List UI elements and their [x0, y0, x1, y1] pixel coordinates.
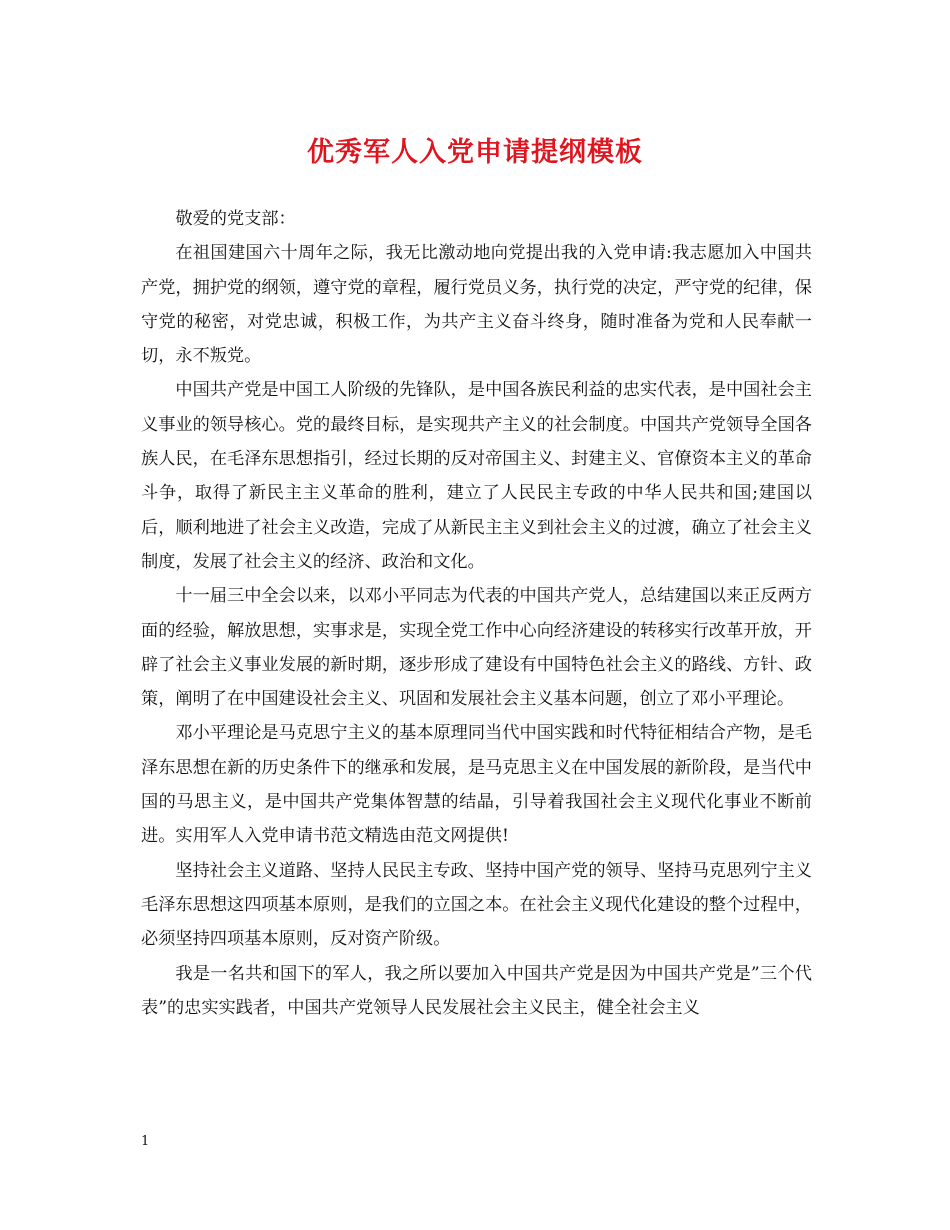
paragraph: 我是一名共和国下的军人，我之所以要加入中国共产党是因为中国共产党是”三个代表”的忠实实践者，中国共产党领导人民发展社会主义民主，健全社会主义 — [141, 963, 812, 1018]
paragraph: 十一届三中全会以来，以邓小平同志为代表的中国共产党人，总结建国以来正反两方面的经验，解放思想，实事求是，实现全党工作中心向经济建设的转移实行改革开放，开辟了社会主义事业发展的新时期，逐步形成了建设有中国特色社会主义的路线、方针、政策，阐明了在中国建设社会主义、巩固和发展社会主义基本问题，创立了邓小平理论。 — [141, 586, 812, 710]
document-body — [141, 202, 812, 1025]
document-title: 优秀军人入党申请提纲模板 — [307, 137, 643, 168]
paragraph: 在祖国建国六十周年之际，我无比激动地向党提出我的入党申请:我志愿加入中国共产党，拥护党的纲领，遵守党的章程，履行党员义务，执行党的决定，严守党的纪律，保守党的秘密，对党忠诚，积极工作，为共产主义奋斗终身，随时准备为党和人民奉献一切，永不叛党。 — [141, 243, 812, 367]
paragraph: 邓小平理论是马克思宁主义的基本原理同当代中国实践和时代特征相结合产物，是毛泽东思想在新的历史条件下的继承和发展，是马克思主义在中国发展的新阶段，是当代中国的马思主义，是中国共产党集体智慧的结晶，引导着我国社会主义现代化事业不断前进。实用军人入党申请书范文精选由范文网提供! — [141, 723, 812, 847]
paragraph: 坚持社会主义道路、坚持人民民主专政、坚持中国产党的领导、坚持马克思列宁主义毛泽东思想这四项基本原则，是我们的立国之本。在社会主义现代化建设的整个过程中，必须坚持四项基本原则，反对资产阶级。 — [141, 860, 812, 950]
paragraph: 中国共产党是中国工人阶级的先锋队，是中国各族民利益的忠实代表，是中国社会主义事业的领导核心。党的最终目标，是实现共产主义的社会制度。中国共产党领导全国各族人民，在毛泽东思想指引，经过长期的反对帝国主义、封建主义、官僚资本主义的革命斗争，取得了新民主主义革命的胜利，建立了人民民主专政的中华人民共和国;建国以后，顺利地进了社会主义改造，完成了从新民主主义到社会主义的过渡，确立了社会主义制度，发展了社会主义的经济、政治和文化。 — [141, 380, 812, 572]
salutation: 敬爱的党支部： — [175, 209, 296, 229]
page-number: 1 — [141, 1134, 150, 1149]
